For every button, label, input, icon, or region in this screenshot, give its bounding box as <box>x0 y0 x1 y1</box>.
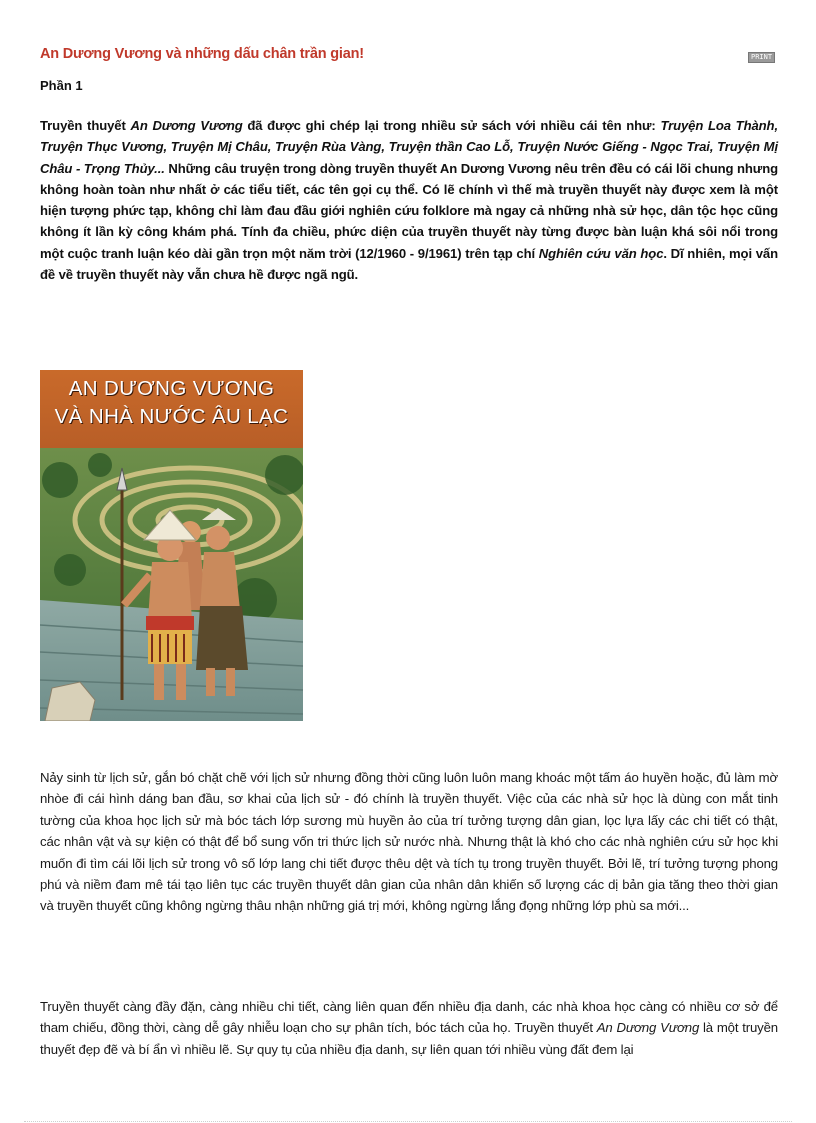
intro-text-italic: An Dương Vương <box>130 118 243 133</box>
print-button[interactable]: PRINT <box>748 52 775 63</box>
book-cover-title-line: AN DƯƠNG VƯƠNG <box>68 377 275 400</box>
book-cover-title <box>40 370 303 448</box>
section-title: Phần 1 <box>40 78 83 93</box>
body-paragraph <box>40 996 778 1060</box>
book-cover-image <box>40 370 303 721</box>
intro-text-italic: Truyện Loa Thành, Truyện Thục Vương, Truyện Mị Châu, Truyện Rùa Vàng, Truyện thần Cao Lỗ, Truyện Nước Giếng - Ngọc Trai, Truyện Mị Châu - Trọng Thủy... <box>40 118 778 176</box>
intro-text: . Dĩ nhiên, mọi vấn đề về truyền thuyết này vẫn chưa hề được ngã ngũ. <box>40 245 779 283</box>
body-text: Truyền thuyết càng đầy đặn, càng nhiều chi tiết, càng liên quan đến nhiều địa danh, các nhà khoa học càng có nhiều cơ sở để tham chiếu, đồng thời, càng dễ gây nhiễu loạn cho sự phân tích, bóc tách của họ. Truyền thuyết <box>40 999 778 1036</box>
intro-paragraph <box>40 115 778 285</box>
body-text-italic: An Dương Vương <box>596 1020 700 1036</box>
book-cover-title-line: VÀ NHÀ NƯỚC ÂU LẠC <box>54 405 289 428</box>
body-paragraph: Nảy sinh từ lịch sử, gắn bó chặt chẽ với lịch sử nhưng đồng thời cũng luôn luôn mang khoác một tấm áo huyền hoặc, đủ làm mờ nhòe đi cái hình dáng ban đầu, sơ khai của lịch sử - đó chính là truyền thuyết. Việc của các nhà sử học là dùng con mắt tinh tường của khoa học lịch sử mà bóc tách lớp sương mù huyền ảo của trí tưởng tượng dân gian, lọc lựa lấy các chi tiết có thật, các nhân vật và sự kiện có thật để bổ sung vốn tri thức lịch sử nước nhà. Nhưng thật là khó cho các nhà nghiên cứu sử học khi muốn đi tìm cái lõi lịch sử trong vô số lớp lang chi tiết được thêu dệt và tích tụ trong truyền thuyết. Bởi lẽ, trí tưởng tượng phong phú và niềm đam mê tái tạo liên tục các truyền thuyết dân gian của nhân dân khiến số lượng các dị bản gia tăng theo thời gian và truyền thuyết cũng không ngừng thâu nhận những giá trị mới, không ngừng lắng đọng những lớp phù sa mới... <box>40 770 778 914</box>
intro-text: Những câu truyện trong dòng truyền thuyết An Dương Vương nêu trên đều có cái lõi chung nhưng không hoàn toàn như nhất ở các tiểu tiết, các tên gọi cụ thể. Có lẽ chính vì thế mà truyền thuyết này được xem là một hiện tượng phức tạp, không chỉ làm đau đầu giới nghiên cứu folklore mà ngay cả những nhà sử học, dân tộc học cũng không ít lần kỳ công khám phá. Tính đa chiều, phức diện của truyền thuyết này từng được bàn luận khá sôi nổi trong một cuộc tranh luận kéo dài gần trọn một năm trời (12/1960 - 9/1961) trên tạp chí <box>40 160 778 261</box>
page-divider <box>24 1121 792 1122</box>
intro-text-italic: Nghiên cứu văn học <box>538 245 664 261</box>
intro-text: Truyền thuyết <box>40 118 131 133</box>
body-text: là một truyền thuyết đẹp đẽ và bí ẩn vì nhiều lẽ. Sự quy tụ của nhiều địa danh, sự liên quan tới nhiều vùng đất đem lại <box>40 1020 778 1057</box>
intro-text: đã được ghi chép lại trong nhiều sử sách với nhiều cái tên như: <box>242 118 661 133</box>
article-title: An Dương Vương và những dấu chân trần gian! <box>40 46 364 62</box>
